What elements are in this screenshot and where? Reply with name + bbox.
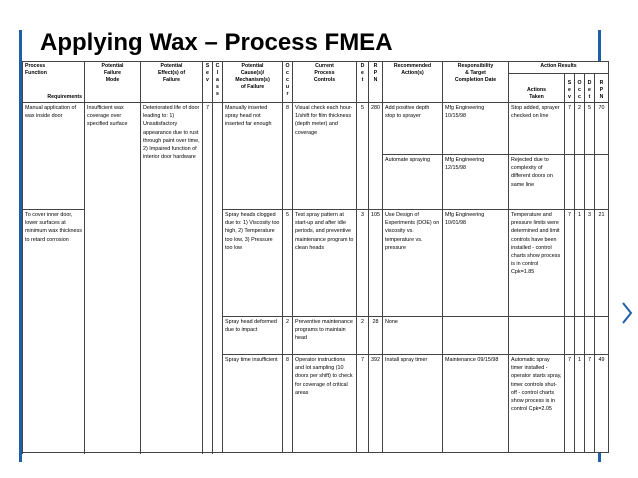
failure-effects-cell: Deteriorated life of door leading to: 1) Unsatisfactory appearance due to rust through paint over time, 2) Impaired function of interior door hardware	[141, 103, 203, 453]
action-taken-cell	[509, 317, 565, 355]
cause-cell: Spray head deformed due to impact	[223, 317, 283, 355]
failure-mode-cell: Insufficient wax coverage over specified surface	[85, 103, 141, 453]
responsibility-cell: Mfg Engineering 12/15/98	[443, 155, 509, 210]
recommended-action-cell: Add positive depth stop to sprayer	[383, 103, 443, 155]
header-new-occurrence: O c c	[575, 74, 585, 103]
new-detection-cell: 3	[585, 210, 595, 317]
detection-cell: 5	[357, 103, 369, 210]
cause-cell: Spray heads clogged due to: 1) Viscosity too high, 2) Temperature too low, 3) Pressure too low	[223, 210, 283, 317]
slide-title: Applying Wax – Process FMEA	[40, 29, 393, 56]
new-severity-cell: 7	[565, 355, 575, 453]
new-severity-cell: 7	[565, 103, 575, 155]
header-new-detection: D e t	[585, 74, 595, 103]
new-occurrence-cell: 1	[575, 355, 585, 453]
header-detection: D e t	[357, 62, 369, 103]
new-rpn-cell: 21	[595, 210, 609, 317]
new-occurrence-cell: 1	[575, 210, 585, 317]
header-occurrence: O c c u r	[283, 62, 293, 103]
requirements-cell: To cover inner door, lower surfaces at minimum wax thickness to retard corrosion	[23, 210, 85, 453]
new-occurrence-cell: 2	[575, 103, 585, 155]
cause-cell: Manually inserted spray head not inserted far enough	[223, 103, 283, 210]
action-taken-cell: Automatic spray timer installed - operator starts spray, timer controls shut-off - control charts show process is in control Cpk=2.05	[509, 355, 565, 453]
occurrence-cell: 8	[283, 355, 293, 453]
header-process-function: Process Function Requirements	[23, 62, 85, 103]
responsibility-cell	[443, 317, 509, 355]
new-rpn-cell: 70	[595, 103, 609, 155]
header-action-results: Action Results	[509, 62, 609, 74]
rpn-cell: 392	[369, 355, 383, 453]
responsibility-cell: Maintenance 09/15/98	[443, 355, 509, 453]
controls-cell: Preventive maintenance programs to maintain head	[293, 317, 357, 355]
recommended-action-cell: Automate spraying	[383, 155, 443, 210]
header-failure-mode: Potential Failure Mode	[85, 62, 141, 103]
action-taken-cell: Stop added, sprayer checked on line	[509, 103, 565, 155]
detection-cell: 7	[357, 355, 369, 453]
table-row	[23, 103, 609, 155]
new-rpn-cell: 49	[595, 355, 609, 453]
new-rpn-cell	[595, 155, 609, 210]
header-current-controls: Current Process Controls	[293, 62, 357, 103]
new-detection-cell: 5	[585, 103, 595, 155]
fmea-table	[22, 61, 609, 453]
occurrence-cell: 2	[283, 317, 293, 355]
new-detection-cell: 7	[585, 355, 595, 453]
detection-cell: 3	[357, 210, 369, 317]
header-cause: Potential Cause(s)/ Mechanism(s) of Failure	[223, 62, 283, 103]
header-recommended-actions: Recommended Action(s)	[383, 62, 443, 103]
controls-cell: Operator instructions and lot sampling (10 doors per shift) to check for coverage of critical areas	[293, 355, 357, 453]
severity-cell: 7	[203, 103, 213, 453]
header-class: C l a s s	[213, 62, 223, 103]
new-rpn-cell	[595, 317, 609, 355]
fmea-table-container	[22, 61, 605, 461]
rpn-cell: 280	[369, 103, 383, 210]
rpn-cell: 28	[369, 317, 383, 355]
process-function-cell: Manual application of wax inside door	[23, 103, 85, 210]
occurrence-cell: 8	[283, 103, 293, 210]
header-rpn: R P N	[369, 62, 383, 103]
action-taken-cell: Temperature and pressure limits were determined and limit controls have been installed - control charts show process is in control Cpk=1.85	[509, 210, 565, 317]
action-taken-cell: Rejected due to complexity of different doors on same line	[509, 155, 565, 210]
rpn-cell: 105	[369, 210, 383, 317]
header-actions-taken: Actions Taken	[509, 74, 565, 103]
class-cell	[213, 103, 223, 453]
recommended-action-cell: None	[383, 317, 443, 355]
new-severity-cell	[565, 155, 575, 210]
header-failure-effects: Potential Effect(s) of Failure	[141, 62, 203, 103]
header-responsibility: Responsibility & Target Completion Date	[443, 62, 509, 103]
detection-cell: 2	[357, 317, 369, 355]
new-detection-cell	[585, 317, 595, 355]
header-new-rpn: R P N	[595, 74, 609, 103]
new-severity-cell: 7	[565, 210, 575, 317]
header-severity: S e v	[203, 62, 213, 103]
controls-cell: Visual check each hour-1/shift for film thickness (depth meter) and coverage	[293, 103, 357, 210]
chevron-right-icon[interactable]	[620, 301, 634, 325]
new-detection-cell	[585, 155, 595, 210]
responsibility-cell: Mfg Engineering 10/15/98	[443, 103, 509, 155]
responsibility-cell: Mfg Engineering 10/01/98	[443, 210, 509, 317]
recommended-action-cell: Install spray timer	[383, 355, 443, 453]
new-occurrence-cell	[575, 155, 585, 210]
new-occurrence-cell	[575, 317, 585, 355]
recommended-action-cell: Use Design of Experiments (DOE) on viscosity vs. temperature vs. pressure	[383, 210, 443, 317]
cause-cell: Spray time insufficient	[223, 355, 283, 453]
new-severity-cell	[565, 317, 575, 355]
controls-cell: Test spray pattern at start-up and after idle periods, and preventive maintenance program to clean heads	[293, 210, 357, 317]
occurrence-cell: 5	[283, 210, 293, 317]
header-new-severity: S e v	[565, 74, 575, 103]
